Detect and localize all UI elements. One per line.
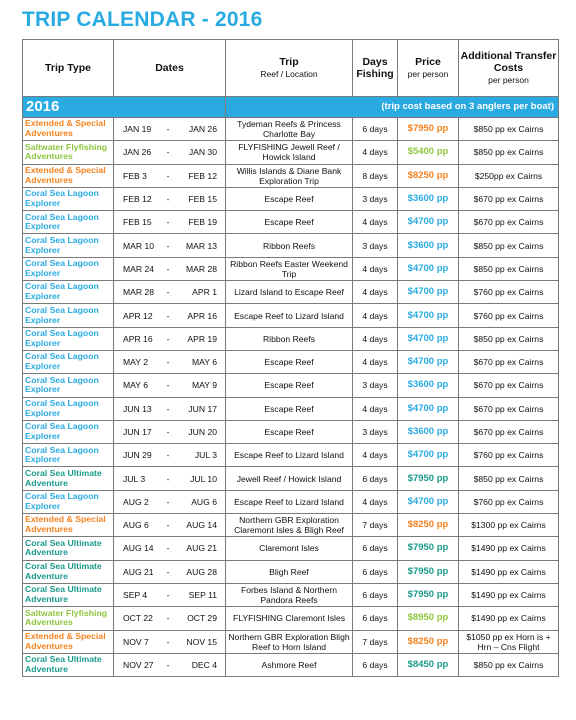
- price-cell: $4700 pp: [398, 327, 459, 350]
- trip-location-cell: Escape Reef: [226, 187, 353, 210]
- trip-type-cell: Coral Sea Lagoon Explorer: [23, 397, 114, 420]
- start-date: JUN 13: [123, 403, 152, 414]
- end-date: MAR 28: [185, 263, 217, 274]
- trip-location-cell: Ribbon Reefs: [226, 234, 353, 257]
- table-row: [23, 490, 559, 513]
- table-row: [23, 141, 559, 164]
- dates-cell: [114, 211, 226, 234]
- price-cell: $4700 pp: [398, 281, 459, 304]
- trip-location-cell: Northern GBR Exploration Bligh Reef to Horn Island: [226, 630, 353, 653]
- start-date: MAR 28: [123, 287, 155, 298]
- dates-cell: [114, 420, 226, 443]
- price-cell: $5400 pp: [398, 141, 459, 164]
- price-cell: $4700 pp: [398, 304, 459, 327]
- days-fishing-cell: 6 days: [353, 607, 398, 630]
- transfer-cost-cell: $760 pp ex Cairns: [459, 444, 559, 467]
- header-transfer-sublabel: per person: [488, 75, 529, 85]
- dates-cell: [114, 164, 226, 187]
- days-fishing-cell: 3 days: [353, 420, 398, 443]
- header-trip-sublabel: Reef / Location: [260, 69, 318, 79]
- trip-location-cell: Northern GBR Exploration Claremont Isles & Bligh Reef: [226, 514, 353, 537]
- dates-cell: [114, 374, 226, 397]
- days-fishing-cell: 4 days: [353, 397, 398, 420]
- start-date: NOV 7: [123, 636, 149, 647]
- price-cell: $3600 pp: [398, 187, 459, 210]
- trip-type-cell: Extended & Special Adventures: [23, 164, 114, 187]
- transfer-cost-cell: $670 pp ex Cairns: [459, 420, 559, 443]
- start-date: AUG 14: [123, 543, 154, 554]
- start-date: FEB 3: [123, 170, 147, 181]
- days-fishing-cell: 6 days: [353, 118, 398, 141]
- trip-type-cell: Coral Sea Ultimate Adventure: [23, 560, 114, 583]
- transfer-cost-cell: $850 pp ex Cairns: [459, 467, 559, 490]
- trip-location-cell: Escape Reef to Lizard Island: [226, 444, 353, 467]
- date-separator: -: [166, 263, 170, 274]
- dates-cell: [114, 187, 226, 210]
- price-cell: $4700 pp: [398, 257, 459, 280]
- end-date: APR 1: [192, 287, 217, 298]
- end-date: AUG 21: [186, 543, 217, 554]
- dates-cell: [114, 257, 226, 280]
- table-row: [23, 374, 559, 397]
- end-date: APR 16: [187, 310, 217, 321]
- dates-cell: [114, 607, 226, 630]
- date-separator: -: [166, 333, 170, 344]
- price-cell: $8250 pp: [398, 630, 459, 653]
- transfer-cost-cell: $760 pp ex Cairns: [459, 304, 559, 327]
- transfer-cost-cell: $670 pp ex Cairns: [459, 350, 559, 373]
- date-separator: -: [166, 496, 170, 507]
- table-row: [23, 420, 559, 443]
- trip-type-cell: Coral Sea Lagoon Explorer: [23, 490, 114, 513]
- table-row: [23, 234, 559, 257]
- transfer-cost-cell: $670 pp ex Cairns: [459, 397, 559, 420]
- start-date: SEP 4: [123, 590, 148, 601]
- header-transfer: [459, 40, 559, 97]
- transfer-cost-cell: $1490 pp ex Cairns: [459, 537, 559, 560]
- trip-type-cell: Saltwater Flyfishing Adventures: [23, 141, 114, 164]
- table-row: [23, 444, 559, 467]
- table-row: [23, 537, 559, 560]
- header-trip-label: Trip: [279, 56, 299, 68]
- trip-type-cell: Coral Sea Lagoon Explorer: [23, 420, 114, 443]
- days-fishing-cell: 6 days: [353, 583, 398, 606]
- days-fishing-cell: 6 days: [353, 467, 398, 490]
- date-separator: -: [166, 170, 170, 181]
- start-date: AUG 21: [123, 566, 154, 577]
- table-row: [23, 211, 559, 234]
- transfer-cost-cell: $1300 pp ex Cairns: [459, 514, 559, 537]
- header-price: [398, 40, 459, 97]
- transfer-cost-cell: $670 pp ex Cairns: [459, 211, 559, 234]
- dates-cell: [114, 444, 226, 467]
- date-separator: -: [166, 240, 170, 251]
- price-cell: $7950 pp: [398, 560, 459, 583]
- trip-type-cell: Coral Sea Lagoon Explorer: [23, 444, 114, 467]
- days-fishing-cell: 4 days: [353, 327, 398, 350]
- trip-type-cell: Extended & Special Adventures: [23, 118, 114, 141]
- header-trip-type: Trip Type: [23, 40, 114, 97]
- days-fishing-cell: 3 days: [353, 374, 398, 397]
- price-cell: $4700 pp: [398, 211, 459, 234]
- transfer-cost-cell: $250pp ex Cairns: [459, 164, 559, 187]
- trip-location-cell: Claremont Isles: [226, 537, 353, 560]
- trip-type-cell: Coral Sea Lagoon Explorer: [23, 281, 114, 304]
- date-separator: -: [166, 450, 170, 461]
- trip-type-cell: Extended & Special Adventures: [23, 630, 114, 653]
- transfer-cost-cell: $850 pp ex Cairns: [459, 653, 559, 676]
- price-cell: $4700 pp: [398, 397, 459, 420]
- date-separator: -: [166, 566, 170, 577]
- trip-location-cell: Bligh Reef: [226, 560, 353, 583]
- price-cell: $7950 pp: [398, 537, 459, 560]
- dates-cell: [114, 630, 226, 653]
- date-separator: -: [166, 287, 170, 298]
- date-separator: -: [166, 310, 170, 321]
- table-row: [23, 187, 559, 210]
- start-date: MAR 24: [123, 263, 155, 274]
- price-cell: $7950 pp: [398, 118, 459, 141]
- dates-cell: [114, 141, 226, 164]
- trip-type-cell: Coral Sea Lagoon Explorer: [23, 304, 114, 327]
- trip-type-cell: Coral Sea Lagoon Explorer: [23, 327, 114, 350]
- year-row: [23, 97, 559, 118]
- transfer-cost-cell: $850 pp ex Cairns: [459, 327, 559, 350]
- table-row: [23, 350, 559, 373]
- transfer-cost-cell: $670 pp ex Cairns: [459, 374, 559, 397]
- trip-location-cell: Ribbon Reefs: [226, 327, 353, 350]
- date-separator: -: [166, 520, 170, 531]
- table-row: [23, 560, 559, 583]
- header-dates: Dates: [114, 40, 226, 97]
- trip-location-cell: Tydeman Reefs & Princess Charlotte Bay: [226, 118, 353, 141]
- table-row: [23, 514, 559, 537]
- days-fishing-cell: 4 days: [353, 304, 398, 327]
- transfer-cost-cell: $850 pp ex Cairns: [459, 141, 559, 164]
- table-row: [23, 653, 559, 676]
- date-separator: -: [166, 473, 170, 484]
- start-date: FEB 12: [123, 194, 152, 205]
- table-row: [23, 164, 559, 187]
- table-row: [23, 607, 559, 630]
- date-separator: -: [166, 543, 170, 554]
- end-date: APR 19: [187, 333, 217, 344]
- dates-cell: [114, 467, 226, 490]
- days-fishing-cell: 6 days: [353, 537, 398, 560]
- end-date: MAY 9: [192, 380, 217, 391]
- end-date: FEB 12: [188, 170, 217, 181]
- dates-cell: [114, 583, 226, 606]
- page-title: TRIP CALENDAR - 2016: [22, 8, 263, 31]
- transfer-cost-cell: $760 pp ex Cairns: [459, 281, 559, 304]
- end-date: MAR 13: [185, 240, 217, 251]
- days-fishing-cell: 4 days: [353, 490, 398, 513]
- price-cell: $8450 pp: [398, 653, 459, 676]
- end-date: DEC 4: [191, 659, 217, 670]
- transfer-cost-cell: $670 pp ex Cairns: [459, 187, 559, 210]
- price-cell: $8950 pp: [398, 607, 459, 630]
- date-separator: -: [166, 659, 170, 670]
- price-cell: $4700 pp: [398, 490, 459, 513]
- transfer-cost-cell: $850 pp ex Cairns: [459, 234, 559, 257]
- start-date: AUG 2: [123, 496, 149, 507]
- start-date: APR 16: [123, 333, 153, 344]
- dates-cell: [114, 560, 226, 583]
- end-date: FEB 19: [188, 217, 217, 228]
- end-date: JUL 10: [190, 473, 217, 484]
- price-cell: $3600 pp: [398, 374, 459, 397]
- trip-location-cell: Escape Reef: [226, 420, 353, 443]
- end-date: SEP 11: [188, 590, 217, 601]
- date-separator: -: [166, 427, 170, 437]
- days-fishing-cell: 8 days: [353, 164, 398, 187]
- table-row: [23, 118, 559, 141]
- dates-cell: [114, 234, 226, 257]
- trip-location-cell: Escape Reef: [226, 211, 353, 234]
- end-date: JAN 26: [188, 124, 217, 135]
- start-date: JAN 19: [123, 124, 152, 135]
- date-separator: -: [166, 357, 170, 368]
- date-separator: -: [166, 147, 170, 158]
- trip-location-cell: Ribbon Reefs Easter Weekend Trip: [226, 257, 353, 280]
- days-fishing-cell: 3 days: [353, 234, 398, 257]
- table-row: [23, 397, 559, 420]
- trip-location-cell: Escape Reef: [226, 397, 353, 420]
- header-price-label: Price: [415, 56, 441, 68]
- dates-cell: [114, 118, 226, 141]
- trip-type-cell: Coral Sea Ultimate Adventure: [23, 467, 114, 490]
- trip-type-cell: Coral Sea Lagoon Explorer: [23, 374, 114, 397]
- date-separator: -: [166, 124, 170, 135]
- table-header-row: [23, 40, 559, 97]
- trip-type-cell: Extended & Special Adventures: [23, 514, 114, 537]
- days-fishing-cell: 4 days: [353, 211, 398, 234]
- price-cell: $7950 pp: [398, 467, 459, 490]
- price-cell: $4700 pp: [398, 444, 459, 467]
- header-days-fishing: Days Fishing: [353, 40, 398, 97]
- header-trip: [226, 40, 353, 97]
- date-separator: -: [166, 590, 170, 601]
- price-cell: $8250 pp: [398, 164, 459, 187]
- transfer-cost-cell: $850 pp ex Cairns: [459, 257, 559, 280]
- start-date: MAR 10: [123, 240, 155, 251]
- start-date: AUG 6: [123, 520, 149, 531]
- start-date: JUN 29: [123, 450, 152, 461]
- dates-cell: [114, 537, 226, 560]
- end-date: JUL 3: [194, 450, 217, 461]
- table-row: [23, 304, 559, 327]
- start-date: FEB 15: [123, 217, 152, 228]
- date-separator: -: [166, 636, 170, 647]
- end-date: JAN 30: [188, 147, 217, 158]
- date-separator: -: [166, 403, 170, 414]
- trip-type-cell: Coral Sea Lagoon Explorer: [23, 350, 114, 373]
- trip-location-cell: Escape Reef to Lizard Island: [226, 304, 353, 327]
- date-separator: -: [166, 613, 170, 624]
- price-cell: $8250 pp: [398, 514, 459, 537]
- price-cell: $3600 pp: [398, 420, 459, 443]
- table-row: [23, 257, 559, 280]
- trip-type-cell: Coral Sea Lagoon Explorer: [23, 257, 114, 280]
- trip-location-cell: FLYFISHING Jewell Reef / Howick Island: [226, 141, 353, 164]
- dates-cell: [114, 514, 226, 537]
- days-fishing-cell: 7 days: [353, 514, 398, 537]
- days-fishing-cell: 4 days: [353, 281, 398, 304]
- date-separator: -: [166, 217, 170, 228]
- table-row: [23, 583, 559, 606]
- end-date: FEB 15: [188, 194, 217, 205]
- trip-calendar-table: [22, 39, 559, 677]
- trip-type-cell: Coral Sea Ultimate Adventure: [23, 583, 114, 606]
- dates-cell: [114, 350, 226, 373]
- table-row: [23, 467, 559, 490]
- end-date: AUG 28: [186, 566, 217, 577]
- transfer-cost-cell: $1490 pp ex Cairns: [459, 560, 559, 583]
- end-date: AUG 14: [186, 520, 217, 531]
- days-fishing-cell: 4 days: [353, 141, 398, 164]
- dates-cell: [114, 304, 226, 327]
- price-cell: $3600 pp: [398, 234, 459, 257]
- dates-cell: [114, 490, 226, 513]
- dates-cell: [114, 327, 226, 350]
- start-date: JAN 26: [123, 147, 152, 158]
- start-date: OCT 22: [123, 613, 153, 624]
- date-separator: -: [166, 194, 170, 205]
- days-fishing-cell: 4 days: [353, 350, 398, 373]
- start-date: JUN 17: [123, 427, 152, 437]
- days-fishing-cell: 6 days: [353, 560, 398, 583]
- end-date: MAY 6: [192, 357, 217, 368]
- trip-type-cell: Coral Sea Ultimate Adventure: [23, 537, 114, 560]
- end-date: OCT 29: [187, 613, 217, 624]
- trip-location-cell: Lizard Island to Escape Reef: [226, 281, 353, 304]
- price-cell: $4700 pp: [398, 350, 459, 373]
- days-fishing-cell: 4 days: [353, 444, 398, 467]
- start-date: APR 12: [123, 310, 153, 321]
- transfer-cost-cell: $760 pp ex Cairns: [459, 490, 559, 513]
- price-cell: $7950 pp: [398, 583, 459, 606]
- table-row: [23, 630, 559, 653]
- table-row: [23, 281, 559, 304]
- table-row: [23, 327, 559, 350]
- end-date: AUG 6: [191, 496, 217, 507]
- trip-location-cell: Jewell Reef / Howick Island: [226, 467, 353, 490]
- year-label: 2016: [23, 97, 226, 118]
- dates-cell: [114, 653, 226, 676]
- trip-type-cell: Coral Sea Lagoon Explorer: [23, 234, 114, 257]
- start-date: JUL 3: [123, 473, 146, 484]
- transfer-cost-cell: $850 pp ex Cairns: [459, 118, 559, 141]
- days-fishing-cell: 7 days: [353, 630, 398, 653]
- trip-location-cell: FLYFISHING Claremont Isles: [226, 607, 353, 630]
- start-date: MAY 6: [123, 380, 148, 391]
- trip-location-cell: Willis Islands & Diane Bank Exploration Trip: [226, 164, 353, 187]
- trip-type-cell: Saltwater Flyfishing Adventures: [23, 607, 114, 630]
- transfer-cost-cell: $1490 pp ex Cairns: [459, 607, 559, 630]
- days-fishing-cell: 3 days: [353, 187, 398, 210]
- days-fishing-cell: 4 days: [353, 257, 398, 280]
- end-date: JUN 20: [188, 427, 217, 437]
- end-date: NOV 15: [186, 636, 217, 647]
- trip-location-cell: Ashmore Reef: [226, 653, 353, 676]
- trip-type-cell: Coral Sea Ultimate Adventure: [23, 653, 114, 676]
- transfer-cost-cell: $1050 pp ex Horn is + Hrn – Cns Flight: [459, 630, 559, 653]
- trip-location-cell: Escape Reef to Lizard Island: [226, 490, 353, 513]
- trip-location-cell: Forbes Island & Northern Pandora Reefs: [226, 583, 353, 606]
- trip-table-body: [23, 97, 559, 677]
- date-separator: -: [166, 380, 170, 391]
- header-transfer-label: Additional Transfer Costs: [460, 50, 557, 74]
- days-fishing-cell: 6 days: [353, 653, 398, 676]
- trip-type-cell: Coral Sea Lagoon Explorer: [23, 211, 114, 234]
- trip-location-cell: Escape Reef: [226, 374, 353, 397]
- trip-location-cell: Escape Reef: [226, 350, 353, 373]
- trip-type-cell: Coral Sea Lagoon Explorer: [23, 187, 114, 210]
- start-date: MAY 2: [123, 357, 148, 368]
- start-date: NOV 27: [123, 659, 154, 670]
- end-date: JUN 17: [188, 403, 217, 414]
- transfer-cost-cell: $1490 pp ex Cairns: [459, 583, 559, 606]
- dates-cell: [114, 397, 226, 420]
- header-price-sublabel: per person: [407, 69, 449, 79]
- year-note: (trip cost based on 3 anglers per boat): [226, 97, 559, 118]
- dates-cell: [114, 281, 226, 304]
